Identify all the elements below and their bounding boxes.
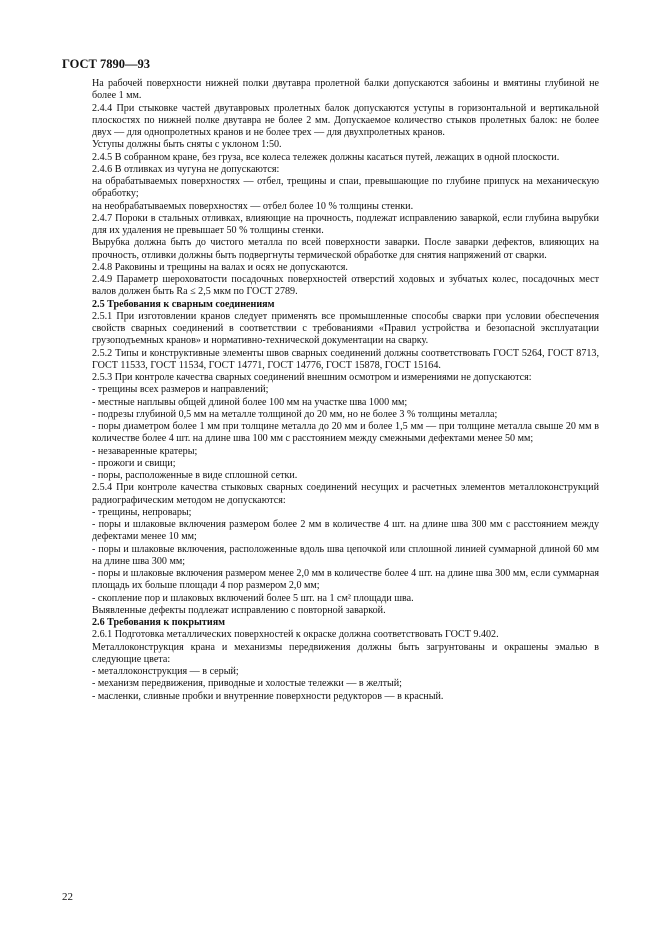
list-item: - поры, расположенные в виде сплошной сетки. <box>92 470 298 481</box>
paragraph-2-5-2: 2.5.2 Типы и конструктивные элементы швов сварных соединений должны соответствовать ГОСТ 5264, ГОСТ 8713, ГОСТ 11533, ГОСТ 11534, ГОСТ 14771, ГОСТ 14776, ГОСТ 15878, ГОСТ 15164. <box>92 347 599 371</box>
paragraph-2-4-9: 2.4.9 Параметр шероховатости посадочных поверхностей отверстий ходовых и зубчатых колес, посадочных мест валов должен быть Ra ≤ 2,5 мкм по ГОСТ 2789. <box>92 274 599 298</box>
paragraph-2-5-3: 2.5.3 При контроле качества сварных соединений внешним осмотром и измерениями не допускаются: <box>92 372 532 383</box>
list-item: - трещины, непровары; <box>92 506 192 518</box>
list-item: - поры и шлаковые включения размером более 2 мм в количестве 4 шт. на длине шва 300 мм с расстоянием между дефектами менее 10 мм; <box>92 519 599 543</box>
paragraph: Металлоконструкция крана и механизмы передвижения должны быть загрунтованы и окрашены эмалью в следующие цвета: <box>92 641 599 665</box>
paragraph: Вырубка должна быть до чистого металла по всей поверхности заварки. После заварки дефектов, влияющих на прочность, отливки должны быть подвергнуты термической обработке для снятия напряжений от сварки. <box>92 237 599 261</box>
paragraph-2-5-1: 2.5.1 При изготовлении кранов следует применять все промышленные способы сварки при условии обеспечения свойств сварных соединений в соответствии с требованиями «Правил устройства и безопасной эксплуатации грузоподъемных кранов» и нормативно-технической документации на сварку. <box>92 310 599 347</box>
paragraph: Уступы должны быть сняты с уклоном 1:50. <box>92 139 282 151</box>
list-item: - поры и шлаковые включения, расположенные вдоль шва цепочкой или сплошной линией суммарной длиной 60 мм на длине шва 300 мм; <box>92 543 599 567</box>
paragraph-2-4-6: 2.4.6 В отливках из чугуна не допускаются: <box>92 163 280 175</box>
paragraph-2-4-5: 2.4.5 В собранном кране, без груза, все колеса тележек должны касаться путей, лежащих в одной плоскости. <box>92 151 560 163</box>
list-item: - незаваренные кратеры; <box>92 445 198 457</box>
list-item: - металлоконструкция — в серый; <box>92 666 239 677</box>
paragraph: Выявленные дефекты подлежат исправлению с повторной заваркой. <box>92 604 386 616</box>
paragraph: на необрабатываемых поверхностях — отбел более 10 % толщины стенки. <box>92 200 414 212</box>
section-heading-2-6: 2.6 Требования к покрытиям <box>92 617 226 628</box>
list-item: - поры и шлаковые включения размером менее 2,0 мм в количестве более 4 шт. на длине шва 300 мм, если суммарная площадь их больше площади 4 пор размером 2,0 мм; <box>92 568 599 592</box>
list-item: - масленки, сливные пробки и внутренние поверхности редукторов — в красный. <box>92 690 444 702</box>
paragraph-2-4-4: 2.4.4 При стыковке частей двутавровых пролетных балок допускаются уступы в горизонтальной и вертикальной плоскостях по нижней полке двутавра не более 2 мм. Допускаемое количество стыков пролетных балок: не более двух — для однопролетных кранов и не более трех — для двухпролетных кранов. <box>92 102 599 138</box>
list-item: - прожоги и свищи; <box>92 457 176 469</box>
paragraph-2-6-1: 2.6.1 Подготовка металлических поверхностей к окраске должна соответствовать ГОСТ 9.402. <box>92 629 499 641</box>
list-item: - поры диаметром более 1 мм при толщине металла до 20 мм и более 1,5 мм — при толщине металла свыше 20 мм в количестве более 4 шт. на длине шва 100 мм с расстоянием между смежными дефектами менее 50 мм; <box>92 421 599 445</box>
list-item: - механизм передвижения, приводные и холостые тележки — в желтый; <box>92 678 402 690</box>
paragraph-2-4-7: 2.4.7 Пороки в стальных отливках, влияющие на прочность, подлежат исправлению заваркой, если глубина вырубки для их удаления не превышает 50 % толщины стенки. <box>92 212 599 236</box>
list-item: - подрезы глубиной 0,5 мм на металле толщиной до 20 мм, но не более 3 % толщины металла; <box>92 408 498 420</box>
paragraph: На рабочей поверхности нижней полки двутавра пролетной балки допускаются забоины и вмятины глубиной не более 1 мм. <box>92 78 599 102</box>
page-number: 22 <box>62 891 73 903</box>
paragraph-2-5-4: 2.5.4 При контроле качества стыковых сварных соединений несущих и расчетных элементов металлоконструкций радиографическим методом не допускаются: <box>92 482 599 506</box>
document-header: ГОСТ 7890—93 <box>62 57 151 71</box>
document-body <box>92 78 599 703</box>
list-item: - скопление пор и шлаковых включений более 5 шт. на 1 см² площади шва. <box>92 592 414 604</box>
section-heading-2-5: 2.5 Требования к сварным соединениям <box>92 298 275 310</box>
paragraph: на обрабатываемых поверхностях — отбел, трещины и спаи, превышающие по глубине припуск на механическую обработку; <box>92 176 599 200</box>
list-item: - местные наплывы общей длиной более 100 мм на участке шва 1000 мм; <box>92 396 408 408</box>
paragraph-2-4-8: 2.4.8 Раковины и трещины на валах и осях не допускаются. <box>92 261 348 273</box>
list-item: - трещины всех размеров и направлений; <box>92 384 269 396</box>
